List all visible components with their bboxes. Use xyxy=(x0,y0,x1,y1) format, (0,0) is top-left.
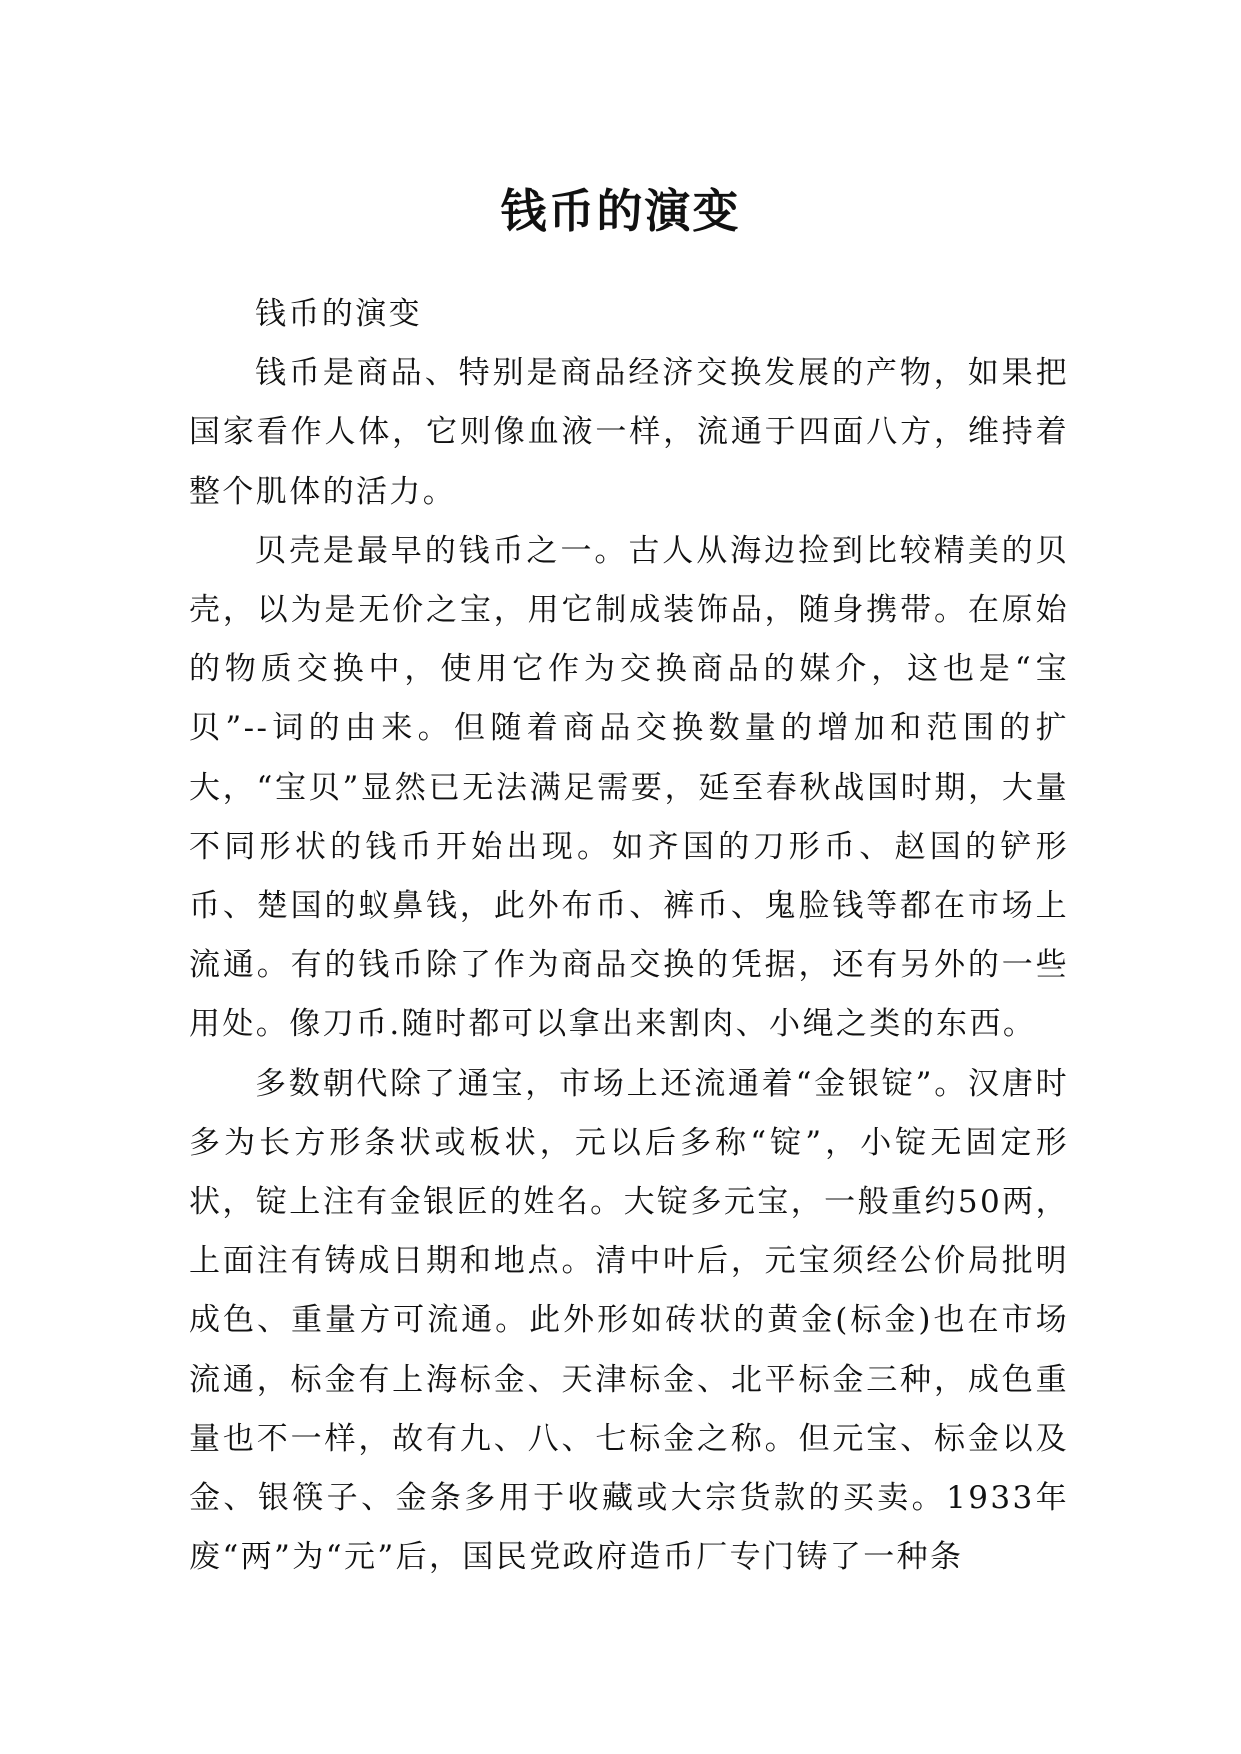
body-paragraph: 贝壳是最早的钱币之一。古人从海边捡到比较精美的贝壳，以为是无价之宝，用它制成装饰品，随身携带。在原始的物质交换中，使用它作为交换商品的媒介，这也是“宝贝”--词的由来。但随着商品交换数量的增加和范围的扩大，“宝贝”显然已无法满足需要，延至春秋战国时期，大量不同形状的钱币开始出现。如齐国的刀形币、赵国的铲形币、楚国的蚁鼻钱，此外布币、裤币、鬼脸钱等都在市场上流通。有的钱币除了作为商品交换的凭据，还有另外的一些用处。像刀币.随时都可以拿出来割肉、小绳之类的东西。 xyxy=(189,532,1069,1043)
body-paragraph: 钱币是商品、特别是商品经济交换发展的产物，如果把国家看作人体，它则像血液一样，流通于四面八方，维持着整个肌体的活力。 xyxy=(189,355,1069,510)
body-paragraph: 钱币的演变 xyxy=(255,296,422,332)
document-title: 钱币的演变 xyxy=(500,183,741,238)
document-body xyxy=(189,285,1069,1587)
body-paragraph: 多数朝代除了通宝，市场上还流通着“金银锭”。汉唐时多为长方形条状或板状，元以后多称“锭”，小锭无固定形状，锭上注有金银匠的姓名。大锭多元宝，一般重约50两，上面注有铸成日期和地点。清中叶后，元宝须经公价局批明成色、重量方可流通。此外形如砖状的黄金(标金)也在市场流通，标金有上海标金、天津标金、北平标金三种，成色重量也不一样，故有九、八、七标金之称。但元宝、标金以及金、银筷子、金条多用于收藏或大宗货款的买卖。1933年废“两”为“元”后，国民党政府造币厂专门铸了一种条 xyxy=(189,1065,1069,1576)
